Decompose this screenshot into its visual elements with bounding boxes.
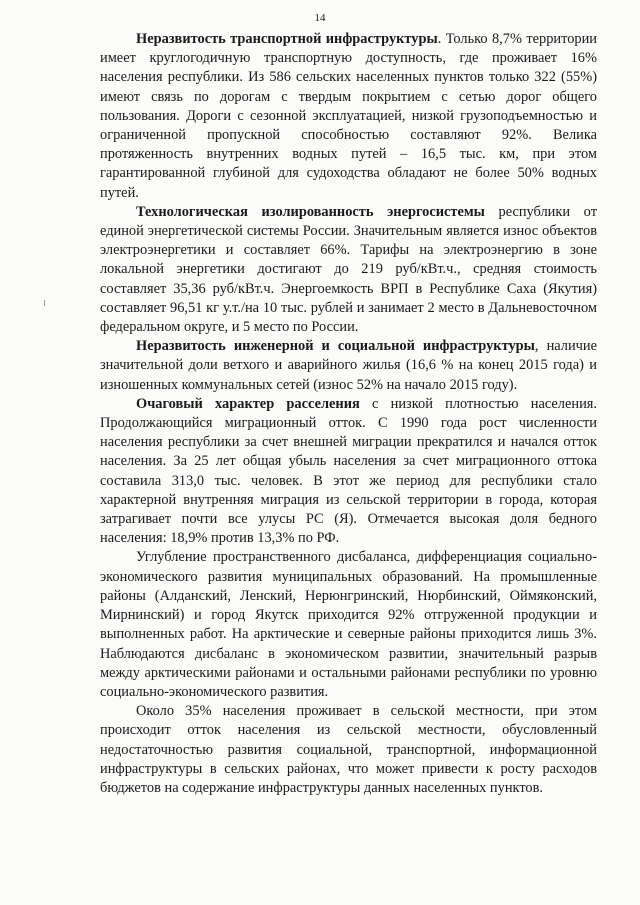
paragraph-spatial-imbalance (100, 548, 597, 702)
paragraph-lead: Технологическая изолированность энергосистемы (136, 203, 485, 220)
paragraph-text: Около 35% населения проживает в сельской местности, при этом происходит отток населения из сельской местности, обусловленный недостаточностью развития социальной, транспортной, информационной инфраструктуры в сельских районах, что может привести к росту расходов бюджетов на содержание инфраструктуры данных населенных пунктов. (100, 703, 597, 796)
paragraph-text: Углубление пространственного дисбаланса, дифференциация социально-экономического развития муниципальных образований. На промышленные районы (Алданский, Ленский, Нерюнгринский, Нюрбинский, Оймяконский, Мирнинский) и город Якутск приходится 92% отгруженной продукции и выполненных работ. На арктические и северные районы приходится лишь 3%. Наблюдаются дисбаланс в экономическом развитии, значительный разрыв между арктическими районами и остальными районами республики по уровню социально-экономического развития. (100, 549, 597, 700)
paragraph-transport (100, 30, 597, 203)
paragraph-text: , наличие значительной доли ветхого и аварийного жилья (16,6 % на конец 2015 года) и изношенных коммунальных сетей (износ 52% на начало 2015 году). (100, 338, 597, 393)
paragraph-lead: Очаговый характер расселения (136, 395, 360, 412)
paragraph-lead: Неразвитость инженерной и социальной инфраструктуры (136, 338, 535, 355)
document-body (100, 30, 597, 798)
paragraph-lead: Неразвитость транспортной инфраструктуры (136, 31, 438, 47)
paragraph-text: с низкой плотностью населения. Продолжающийся миграционный отток. С 1990 года рост численности населения республики за счет внешней миграции прекратился и начался отток населения. За 25 лет общая убыль населения за счет миграционного оттока составила 313,0 тыс. человек. В этот же период для республики стало характерной внутренняя миграция из сельской территории в города, которая затрагивает почти все улусы РС (Я). Отмечается высокая доля бедного населения: 18,9% против 13,3% по РФ. (100, 395, 597, 547)
paragraph-engineering (100, 337, 597, 395)
paragraph-settlement (100, 395, 597, 549)
paragraph-text: . Только 8,7% территории имеет круглогодичную транспортную доступность, где проживает 16% населения республики. Из 586 сельских населенных пунктов только 322 (55%) имеют связь по дорогам с твердым покрытием с сетью дорог общего пользования. Дороги с сезонной эксплуатацией, низкой грузоподъемностью и ограниченной пропускной способностью составляют 92%. Велика протяженность внутренних водных путей – 16,5 тыс. км, при этом гарантированной глубиной для судоходства обладают не более 50% водных путей. (100, 31, 597, 201)
paragraph-energy (100, 203, 597, 337)
scan-artifact (44, 300, 45, 306)
page-number: 14 (314, 12, 326, 24)
paragraph-text: республики от единой энергетической системы России. Значительным является износ объектов электроэнергетики и составляет 66%. Тарифы на электроэнергию в зоне локальной энергетики достигают до 219 руб/кВт.ч., средняя стоимость составляет 35,36 руб/кВт.ч. Энергоемкость ВРП в Республике Саха (Якутия) составляет 96,51 кг у.т./на 10 тыс. рублей и занимает 2 место в Дальневосточном федеральном округе, и 5 место по России. (100, 203, 597, 336)
paragraph-rural-population (100, 702, 597, 798)
